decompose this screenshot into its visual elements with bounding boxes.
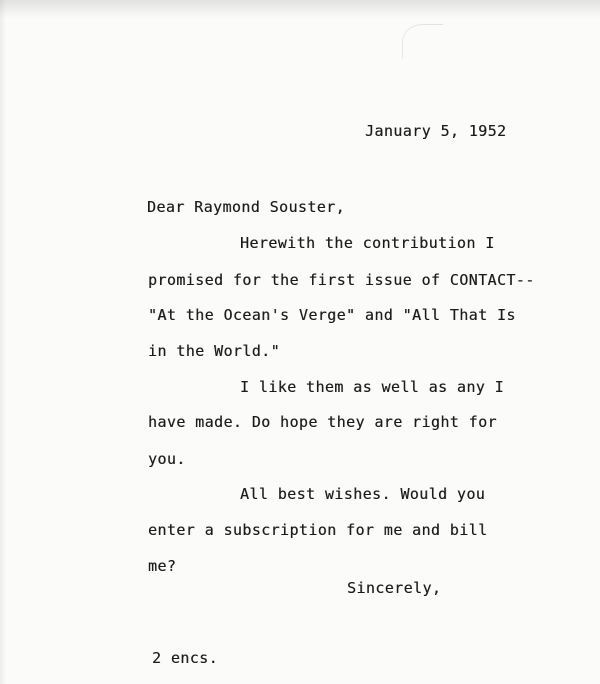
page-top-shadow	[0, 0, 600, 18]
page-left-shadow	[0, 0, 6, 684]
letter-body-line: me?	[148, 557, 177, 575]
letter-body-line: enter a subscription for me and bill	[148, 521, 488, 539]
letter-body-line: "At the Ocean's Verge" and "All That Is	[148, 306, 516, 324]
letter-body-line: have made. Do hope they are right for	[148, 413, 497, 431]
letter-body-line: I like them as well as any I	[240, 378, 505, 396]
letter-date: January 5, 1952	[365, 122, 507, 140]
letter-body-line: Herewith the contribution I	[240, 234, 495, 252]
letter-salutation: Dear Raymond Souster,	[147, 198, 346, 216]
letter-body-line: in the World."	[148, 342, 281, 360]
letter-body-line: you.	[148, 450, 186, 468]
letter-body-line: All best wishes. Would you	[240, 485, 486, 503]
letter-closing: Sincerely,	[347, 579, 442, 597]
enclosure-note: 2 encs.	[152, 649, 219, 667]
letter-body-line: promised for the first issue of CONTACT--	[148, 271, 535, 289]
paper-fold-mark	[402, 24, 443, 59]
